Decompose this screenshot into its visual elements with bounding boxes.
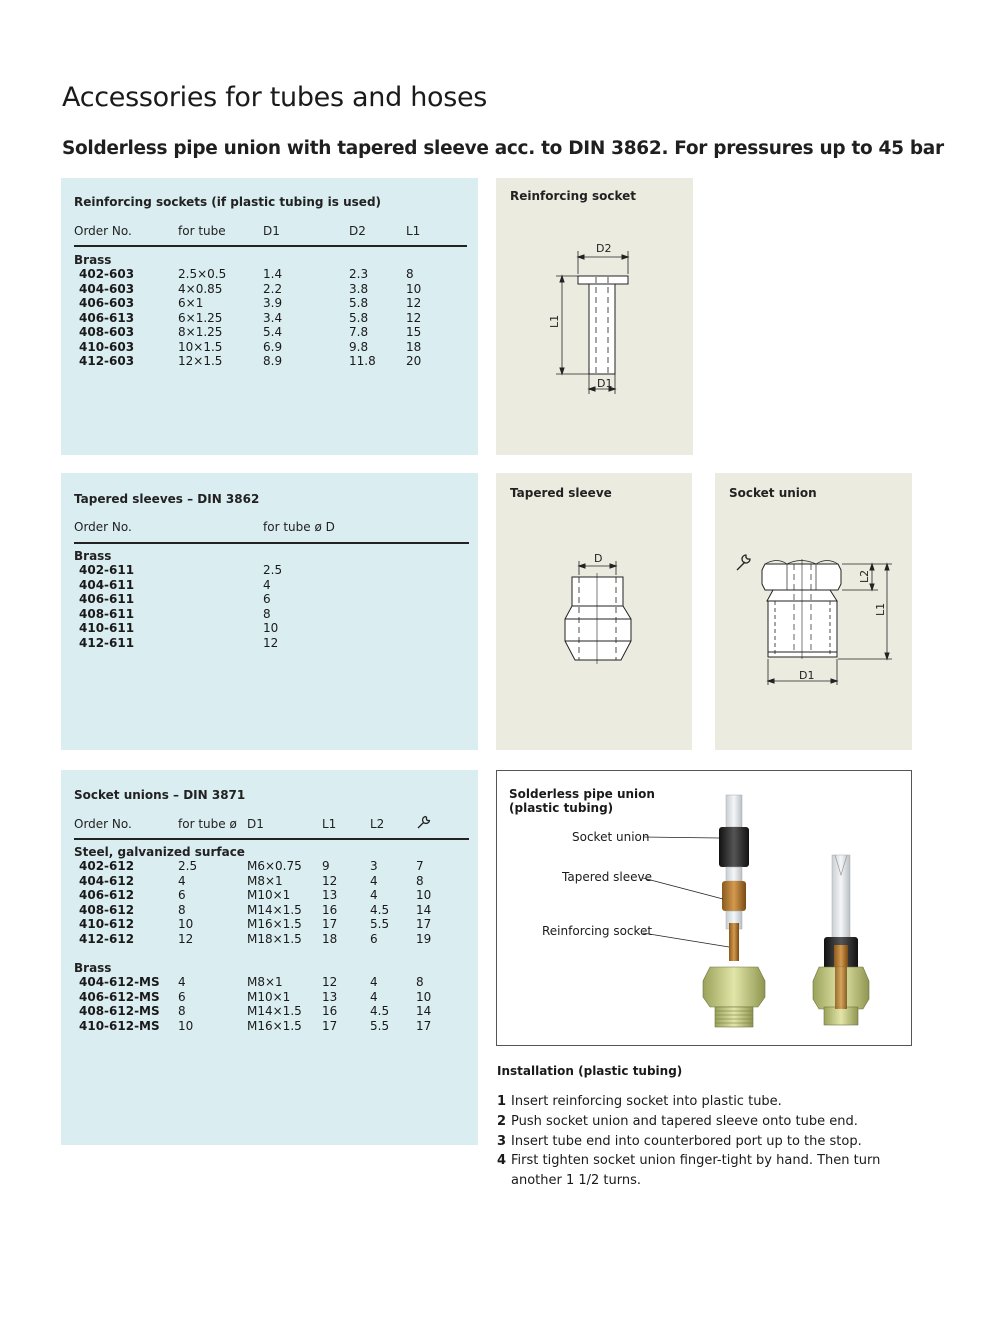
table-cell: 7 xyxy=(416,859,424,873)
col-l1: L1 xyxy=(406,224,421,238)
order-number-cell: 404-612 xyxy=(79,873,135,888)
dim-d: D xyxy=(594,552,603,565)
table-cell: M8×1 xyxy=(247,873,283,888)
header-rule xyxy=(74,245,467,247)
order-number-cell: 410-611 xyxy=(79,621,135,635)
col-for-tube-d: for tube ø D xyxy=(263,520,335,534)
wrench-icon xyxy=(737,555,750,570)
table-cell: 5.5 xyxy=(370,1018,390,1033)
col-order-no: Order No. xyxy=(74,224,132,238)
col-order-no: Order No. xyxy=(74,520,132,534)
table-cell: 2.5×0.5 xyxy=(178,267,227,281)
col-d1: D1 xyxy=(247,817,264,831)
table-cell: 6 xyxy=(370,931,378,946)
group-label: Brass xyxy=(74,549,112,563)
dim-l2: L2 xyxy=(858,569,871,583)
col-l2: L2 xyxy=(370,817,385,831)
step-text: Insert tube end into counterbored port up to the stop. xyxy=(511,1133,862,1149)
table-cell: 3.8 xyxy=(349,281,369,296)
photo-title: Solderless pipe union (plastic tubing) xyxy=(509,787,655,815)
table-cell: 8 xyxy=(406,267,414,281)
socket-unions-title: Socket unions – DIN 3871 xyxy=(74,788,246,802)
table-cell: 15 xyxy=(406,325,422,339)
table-cell: 10×1.5 xyxy=(178,339,223,354)
table-cell: M16×1.5 xyxy=(247,917,302,931)
page-title: Accessories for tubes and hoses xyxy=(62,82,488,113)
reinforcing-sockets-title: Reinforcing sockets (if plastic tubing is used) xyxy=(74,195,382,209)
order-number-cell: 408-611 xyxy=(79,606,135,621)
table-cell: 4.5 xyxy=(370,902,390,917)
dim-d2: D2 xyxy=(596,242,612,255)
table-cell: 17 xyxy=(416,917,432,931)
table-cell: 19 xyxy=(416,931,432,946)
callout-socket-union: Socket union xyxy=(572,830,650,844)
col-l1: L1 xyxy=(322,817,337,831)
table-cell: 12 xyxy=(406,296,422,310)
table-cell: 13 xyxy=(322,989,338,1004)
order-number-cell: 406-603 xyxy=(79,296,135,310)
tapered-sleeve-drawing xyxy=(496,473,692,750)
table-cell: 5.4 xyxy=(263,325,283,339)
table-cell: 3.9 xyxy=(263,296,283,310)
table-cell: 10 xyxy=(263,621,279,635)
table-cell: 11.8 xyxy=(349,354,376,368)
order-number-cell: 412-611 xyxy=(79,635,135,650)
table-cell: 6.9 xyxy=(263,339,283,354)
table-cell: 18 xyxy=(322,931,338,946)
table-cell: M10×1 xyxy=(247,989,291,1004)
table-cell: 4 xyxy=(263,577,271,592)
order-number-cell: 410-612 xyxy=(79,917,135,931)
table-cell: 6×1.25 xyxy=(178,310,223,325)
group-label: Brass xyxy=(74,961,112,975)
table-cell: 6 xyxy=(263,592,271,606)
order-number-cell: 404-603 xyxy=(79,281,135,296)
table-cell: 12 xyxy=(178,931,194,946)
order-number-cell: 406-612 xyxy=(79,888,135,902)
table-cell: 5.8 xyxy=(349,310,369,325)
table-cell: M8×1 xyxy=(247,975,283,989)
installation-step xyxy=(497,1092,917,1112)
table-cell: 4 xyxy=(370,975,378,989)
col-d1: D1 xyxy=(263,224,280,238)
table-cell: M16×1.5 xyxy=(247,1018,302,1033)
table-cell: 10 xyxy=(416,989,432,1004)
table-cell: 4×0.85 xyxy=(178,281,223,296)
col-order-no: Order No. xyxy=(74,817,132,831)
table-cell: 4 xyxy=(370,873,378,888)
table-cell: 10 xyxy=(406,281,422,296)
table-cell: 10 xyxy=(178,1018,194,1033)
installation-title: Installation (plastic tubing) xyxy=(497,1064,683,1078)
table-cell: 17 xyxy=(322,917,338,931)
installation-step xyxy=(497,1112,917,1132)
table-cell: 3 xyxy=(370,859,378,873)
tapered-sleeve-label: Tapered sleeve xyxy=(510,486,612,500)
table-cell: 16 xyxy=(322,902,338,917)
table-cell: 16 xyxy=(322,1004,338,1018)
socket-union-drawing xyxy=(715,473,912,750)
table-cell: 5.5 xyxy=(370,917,390,931)
table-cell: M14×1.5 xyxy=(247,902,302,917)
table-cell: 4 xyxy=(178,975,186,989)
table-cell: 8×1.25 xyxy=(178,325,223,339)
table-cell: 4 xyxy=(178,873,186,888)
table-cell: 9 xyxy=(322,859,330,873)
table-cell: 9.8 xyxy=(349,339,369,354)
order-number-cell: 406-611 xyxy=(79,592,135,606)
table-cell: 14 xyxy=(416,1004,432,1018)
order-number-cell: 402-611 xyxy=(79,563,135,577)
table-cell: 8 xyxy=(263,606,271,621)
installation-step xyxy=(497,1132,917,1152)
table-cell: 2.3 xyxy=(349,267,369,281)
socket-union-label: Socket union xyxy=(729,486,817,500)
order-number-cell: 406-612-MS xyxy=(79,989,160,1004)
order-number-cell: 410-603 xyxy=(79,339,135,354)
table-cell: 17 xyxy=(416,1018,432,1033)
table-cell: 8 xyxy=(416,975,424,989)
order-number-cell: 404-612-MS xyxy=(79,975,160,989)
table-cell: 6 xyxy=(178,989,186,1004)
header-rule xyxy=(74,838,469,840)
order-number-cell: 404-611 xyxy=(79,577,135,592)
order-number-cell: 402-603 xyxy=(79,267,135,281)
step-text: Insert reinforcing socket into plastic tube. xyxy=(511,1094,782,1109)
callout-tapered-sleeve: Tapered sleeve xyxy=(562,870,653,884)
table-cell: 2.5 xyxy=(178,859,198,873)
step-text: First tighten socket union finger-tight by hand. Then turn another 1 1/2 turns. xyxy=(511,1153,881,1189)
table-cell: 10 xyxy=(178,917,194,931)
order-number-cell: 402-612 xyxy=(79,859,135,873)
order-number-cell: 406-613 xyxy=(79,310,135,325)
step-text: Push socket union and tapered sleeve onto tube end. xyxy=(511,1113,858,1129)
order-number-cell: 408-612-MS xyxy=(79,1004,160,1018)
table-cell: 2.2 xyxy=(263,281,283,296)
table-cell: 5.8 xyxy=(349,296,369,310)
table-cell: M6×0.75 xyxy=(247,859,302,873)
order-number-cell: 408-612 xyxy=(79,902,135,917)
table-cell: 12 xyxy=(263,635,279,650)
order-number-cell: 412-603 xyxy=(79,354,135,368)
col-d2: D2 xyxy=(349,224,366,238)
table-cell: 8 xyxy=(178,1004,186,1018)
reinforcing-socket-label: Reinforcing socket xyxy=(510,189,636,203)
table-cell: M18×1.5 xyxy=(247,931,302,946)
step-number: 4 xyxy=(497,1153,507,1169)
table-cell: 7.8 xyxy=(349,325,369,339)
group-label: Steel, galvanized surface xyxy=(74,845,245,859)
dim-l1: L1 xyxy=(548,314,561,328)
table-cell: 17 xyxy=(322,1018,338,1033)
table-cell: 1.4 xyxy=(263,267,283,281)
table-cell: 8 xyxy=(178,902,186,917)
installation-step xyxy=(497,1151,917,1191)
step-number: 1 xyxy=(497,1094,507,1109)
dim-d1: D1 xyxy=(799,669,815,682)
table-cell: 8 xyxy=(416,873,424,888)
installation-steps xyxy=(497,1092,917,1191)
assembly-illustration xyxy=(497,771,913,1047)
table-cell: 6 xyxy=(178,888,186,902)
col-for-tube: for tube ø xyxy=(178,817,237,831)
table-cell: 4 xyxy=(370,888,378,902)
table-cell: 18 xyxy=(406,339,422,354)
table-cell: 12 xyxy=(322,873,338,888)
table-cell: 12 xyxy=(406,310,422,325)
table-cell: 4.5 xyxy=(370,1004,390,1018)
tapered-sleeves-title: Tapered sleeves – DIN 3862 xyxy=(74,492,260,506)
table-cell: 3.4 xyxy=(263,310,283,325)
group-label: Brass xyxy=(74,253,112,267)
table-cell: 6×1 xyxy=(178,296,204,310)
order-number-cell: 410-612-MS xyxy=(79,1018,160,1033)
reinforcing-socket-drawing xyxy=(496,178,693,455)
table-cell: 14 xyxy=(416,902,432,917)
col-for-tube: for tube xyxy=(178,224,226,238)
table-cell: 12 xyxy=(322,975,338,989)
step-number: 2 xyxy=(497,1113,507,1129)
wrench-icon xyxy=(416,814,432,830)
table-cell: 20 xyxy=(406,354,422,368)
table-cell: 2.5 xyxy=(263,563,283,577)
header-rule xyxy=(74,542,469,544)
table-cell: 4 xyxy=(370,989,378,1004)
page-subtitle: Solderless pipe union with tapered sleeve acc. to DIN 3862. For pressures up to 45 bar xyxy=(62,138,944,159)
table-cell: M10×1 xyxy=(247,888,291,902)
table-cell: 12×1.5 xyxy=(178,354,223,368)
order-number-cell: 408-603 xyxy=(79,325,135,339)
order-number-cell: 412-612 xyxy=(79,931,135,946)
dim-d1: D1 xyxy=(597,377,613,390)
callout-reinforcing-socket: Reinforcing socket xyxy=(542,924,653,938)
table-cell: 10 xyxy=(416,888,432,902)
assembly-photo-box xyxy=(496,770,912,1046)
table-cell: 13 xyxy=(322,888,338,902)
dim-l1: L1 xyxy=(874,602,887,616)
table-cell: 8.9 xyxy=(263,354,283,368)
table-cell: M14×1.5 xyxy=(247,1004,302,1018)
step-number: 3 xyxy=(497,1133,507,1149)
